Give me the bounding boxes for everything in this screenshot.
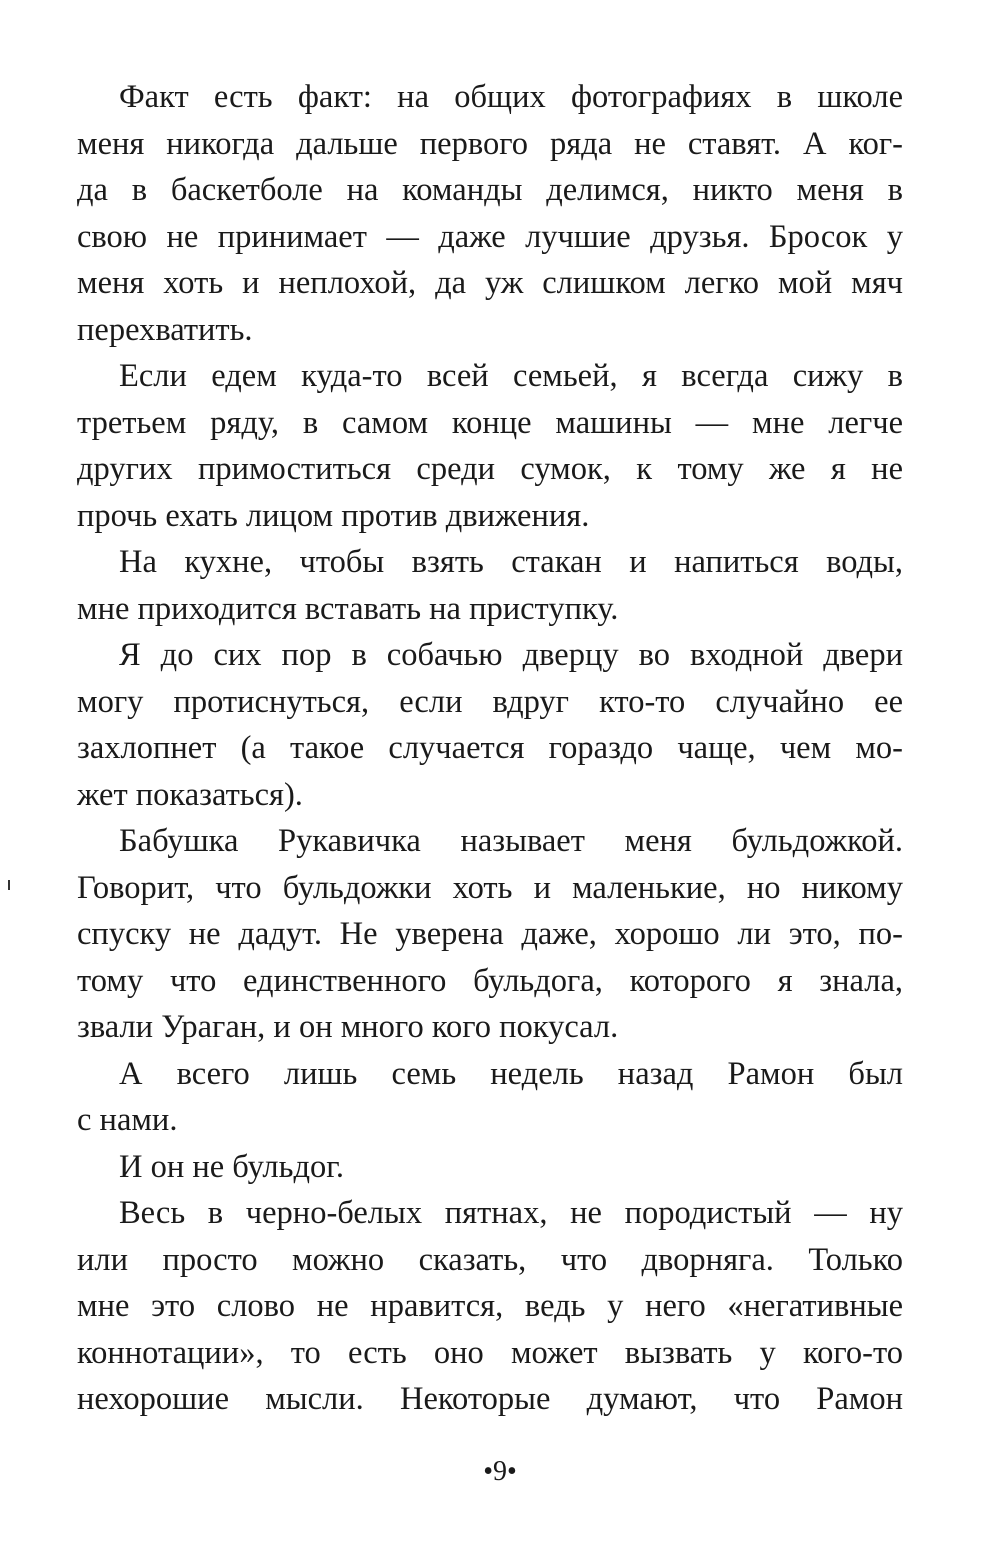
text-line: А всего лишь семь недель назад Рамон был xyxy=(119,1055,903,1092)
paragraph xyxy=(77,353,903,539)
page-body xyxy=(77,74,903,1423)
text-line: Факт есть факт: на общих фотографиях в школе xyxy=(119,79,903,115)
scan-mark xyxy=(8,880,10,890)
text-line: захлопнет (а такое случается гораздо чаще, чем мо- xyxy=(77,730,903,766)
text-line: тому что единственного бульдога, которого я знала, xyxy=(77,962,903,999)
paragraph xyxy=(77,1144,903,1191)
page-number: •9• xyxy=(483,1456,517,1487)
text-line: жет показаться). xyxy=(77,776,303,813)
text-line: коннотации», то есть оно может вызвать у кого-то xyxy=(77,1334,903,1371)
paragraph xyxy=(77,539,903,632)
text-line: Бабушка Рукавичка называет меня бульдожкой. xyxy=(119,823,903,859)
text-line: с нами. xyxy=(77,1102,178,1138)
paragraph xyxy=(77,1190,903,1423)
text-line: третьем ряду, в самом конце машины — мне легче xyxy=(77,404,903,441)
text-line: меня хоть и неплохой, да уж слишком легко мой мяч xyxy=(77,265,903,301)
text-line: других примоститься среди сумок, к тому же я не xyxy=(77,451,903,487)
paragraph xyxy=(77,1051,903,1144)
text-line: звали Ураган, и он много кого покусал. xyxy=(77,1009,619,1045)
text-line: меня никогда дальше первого ряда не ставят. А ког- xyxy=(77,125,903,162)
text-line: нехорошие мысли. Некоторые думают, что Рамон xyxy=(77,1381,903,1417)
text-line: свою не принимает — даже лучшие друзья. Бросок у xyxy=(77,218,903,255)
text-line: прочь ехать лицом против движения. xyxy=(77,497,590,534)
text-line: перехватить. xyxy=(77,311,253,348)
text-line: спуску не дадут. Не уверена даже, хорошо ли это, по- xyxy=(77,916,903,952)
text-line: Говорит, что бульдожки хоть и маленькие, но никому xyxy=(77,869,903,906)
text-line: Весь в черно-белых пятнах, не породистый — ну xyxy=(119,1195,903,1231)
text-line: да в баскетболе на команды делимся, никто меня в xyxy=(77,172,903,208)
paragraph xyxy=(77,74,903,353)
text-line: могу протиснуться, если вдруг кто-то случайно ее xyxy=(77,683,903,720)
paragraph xyxy=(77,818,903,1051)
text-line: или просто можно сказать, что дворняга. Только xyxy=(77,1241,903,1278)
text-line: мне это слово не нравится, ведь у него «негативные xyxy=(77,1288,903,1324)
paragraph xyxy=(77,632,903,818)
text-line: Я до сих пор в собачью дверцу во входной двери xyxy=(119,637,903,673)
text-line: мне приходится вставать на приступку. xyxy=(77,590,619,627)
text-line: Если едем куда-то всей семьей, я всегда сижу в xyxy=(119,358,903,394)
text-line: На кухне, чтобы взять стакан и напиться воды, xyxy=(119,544,903,580)
text-line: И он не бульдог. xyxy=(119,1148,345,1185)
